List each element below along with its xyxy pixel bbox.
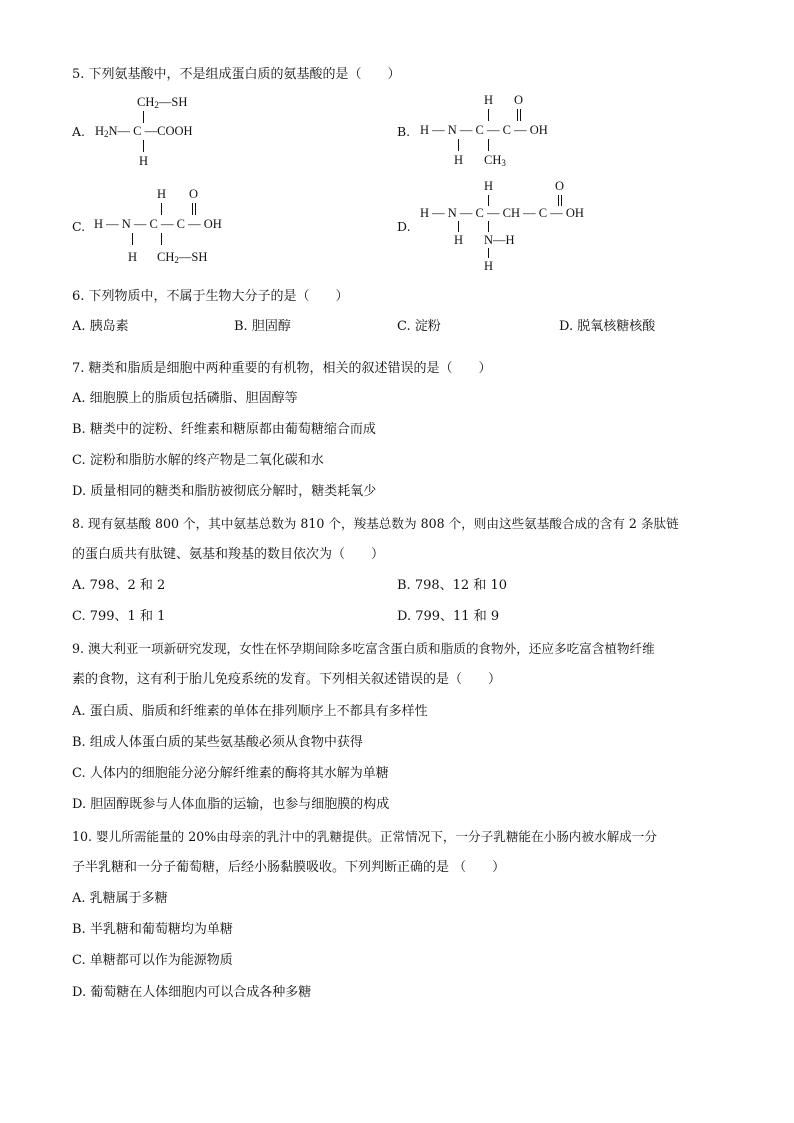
q5-a-bottom-h: H — [139, 154, 149, 168]
q5-c-bottom-ch2sh: $CH_2—SH$ — [157, 250, 208, 265]
q5-c-bond-h — [161, 203, 162, 215]
q5-d-top-h: H — [484, 179, 494, 193]
q6-option-b: B. 胆固醇 — [234, 319, 291, 334]
q8-stem-line-2: 的蛋白质共有肽键、氨基和羧基的数目依次为（ ） — [72, 547, 385, 562]
q5-a-bond-top — [143, 111, 144, 123]
q5-c-bond-n-h — [132, 233, 133, 245]
q5-b-bond-ch3 — [488, 139, 489, 151]
q5-d-bottom-nh: N—H — [484, 233, 515, 247]
q5-a-main-chain: $H_2N—$ C —COOH — [95, 124, 193, 139]
q7-option-d: D. 质量相同的糖类和脂肪被彻底分解时，糖类耗氧少 — [72, 484, 377, 499]
q5-b-bottom-h: H — [454, 153, 464, 167]
q8-stem-line-1: 8. 现有氨基酸 800 个，其中氨基总数为 810 个，羧基总数为 808 个，则由这些氨基酸合成的含有 2 条肽链 — [72, 516, 679, 531]
q5-option-c-label: C. — [72, 219, 86, 234]
q5-d-bond-o-2 — [561, 195, 562, 206]
q5-d-bond-nh — [488, 221, 489, 232]
q7-stem: 7. 糖类和脂质是细胞中两种重要的有机物，相关的叙述错误的是（ ） — [72, 361, 492, 376]
q8-option-c: C. 799、1 和 1 — [72, 609, 166, 624]
q8-option-b: B. 798、12 和 10 — [397, 578, 507, 593]
q6-option-c: C. 淀粉 — [397, 319, 441, 334]
q7-option-c: C. 淀粉和脂肪水解的终产物是二氧化碳和水 — [72, 453, 324, 468]
q5-d-bottom-h2: H — [484, 259, 494, 273]
q5-b-bond-h — [488, 109, 489, 121]
q5-stem: 5. 下列氨基酸中，不是组成蛋白质的氨基酸的是（ ） — [72, 67, 401, 82]
q9-option-c: C. 人体内的细胞能分泌分解纤维素的酶将其水解为单糖 — [72, 766, 389, 781]
q5-d-top-o: O — [555, 179, 565, 193]
q6-option-a: A. 胰岛素 — [72, 319, 129, 334]
q5-c-bond-ch2 — [161, 233, 162, 245]
q5-option-b-label: B. — [397, 124, 411, 139]
q10-option-a: A. 乳糖属于多糖 — [72, 891, 168, 906]
q10-option-b: B. 半乳糖和葡萄糖均为单糖 — [72, 922, 233, 937]
q8-option-a: A. 798、2 和 2 — [72, 578, 166, 593]
q5-b-bond-n-h — [458, 139, 459, 151]
q5-d-bond-n-h2 — [488, 248, 489, 258]
q5-d-bottom-h: H — [454, 233, 464, 247]
q6-option-d: D. 脱氧核糖核酸 — [559, 319, 656, 334]
q7-option-a: A. 细胞膜上的脂质包括磷脂、胆固醇等 — [72, 391, 298, 406]
q5-d-bond-n-h — [458, 221, 459, 232]
q5-option-a-label: A. — [72, 124, 86, 139]
q5-b-bottom-ch3: $CH_3$ — [484, 153, 506, 168]
q5-d-main-chain: H — N — C — CH — C — OH — [420, 206, 584, 220]
q5-c-top-o: O — [189, 187, 199, 201]
q5-c-main-chain: H — N — C — C — OH — [94, 217, 222, 231]
q5-b-bond-o-2 — [520, 109, 521, 121]
q5-b-bond-o-1 — [517, 109, 518, 121]
q5-c-top-h: H — [157, 187, 167, 201]
q10-option-d: D. 葡萄糖在人体细胞内可以合成各种多糖 — [72, 985, 312, 1000]
q5-b-top-o: O — [514, 93, 524, 107]
q5-a-top-group: $CH_2—SH$ — [137, 95, 188, 110]
q5-c-bottom-h: H — [128, 250, 138, 264]
q9-option-a: A. 蛋白质、脂质和纤维素的单体在排列顺序上不都具有多样性 — [72, 704, 428, 719]
q9-stem-line-1: 9. 澳大利亚一项新研究发现，女性在怀孕期间除多吃富含蛋白质和脂质的食物外，还应多吃富含植物纤维 — [72, 641, 655, 656]
q9-option-d: D. 胆固醇既参与人体血脂的运输，也参与细胞膜的构成 — [72, 797, 390, 812]
q9-stem-line-2: 素的食物，这有利于胎儿免疫系统的发育。下列相关叙述错误的是（ ） — [72, 672, 502, 687]
q5-d-bond-o-1 — [558, 195, 559, 206]
q5-b-top-h: H — [484, 93, 494, 107]
q5-a-bond-bottom — [143, 140, 144, 152]
q5-d-bond-h — [488, 195, 489, 206]
q5-option-d-label: D. — [397, 219, 411, 234]
q5-b-main-chain: H — N — C — C — OH — [420, 123, 548, 137]
q7-option-b: B. 糖类中的淀粉、纤维素和糖原都由葡萄糖缩合而成 — [72, 422, 376, 437]
q10-stem-line-1: 10. 婴儿所需能量的 20%由母亲的乳汁中的乳糖提供。正常情况下，一分子乳糖能在小肠内被水解成一分 — [72, 829, 657, 844]
q9-option-b: B. 组成人体蛋白质的某些氨基酸必须从食物中获得 — [72, 735, 363, 750]
q6-stem: 6. 下列物质中，不属于生物大分子的是（ ） — [72, 289, 349, 304]
q5-c-bond-o-1 — [192, 203, 193, 215]
q10-option-c: C. 单糖都可以作为能源物质 — [72, 953, 233, 968]
q10-stem-line-2: 子半乳糖和一分子葡萄糖，后经小肠黏膜吸收。下列判断正确的是 （ ） — [72, 860, 506, 875]
q8-option-d: D. 799、11 和 9 — [397, 609, 500, 624]
q5-c-bond-o-2 — [195, 203, 196, 215]
